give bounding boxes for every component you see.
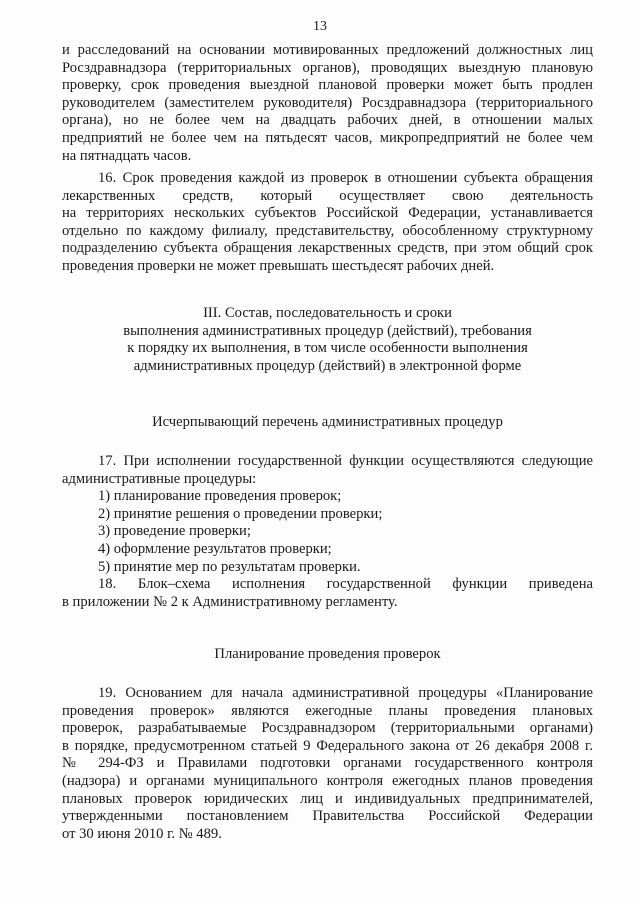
subheading-procedures-list <box>62 414 593 432</box>
text-line: проверку, срок проведения выездной плановой проверки может быть продлен <box>62 77 593 94</box>
section-heading <box>62 305 593 375</box>
text-line: лекарственных средств, который осуществляет свою деятельность <box>62 187 593 204</box>
text-line: проверок, разрабатываемые Росздравнадзором (территориальными органами) <box>62 720 593 737</box>
paragraph-19 <box>62 685 593 843</box>
text-line: 19. Основанием для начала административной процедуры «Планирование <box>98 685 593 701</box>
text-line: проведения проверки не может превышать шестьдесят рабочих дней. <box>62 257 495 274</box>
text-line: административные процедуры: <box>62 470 257 487</box>
text-line: плановых проверок юридических лиц и индивидуальных предпринимателей, <box>62 790 593 807</box>
subheading-text: Исчерпывающий перечень административных процедур <box>152 414 503 430</box>
page-number: 13 <box>313 19 327 34</box>
list-item: 2) принятие решения о проведении проверки; <box>98 505 383 522</box>
paragraph-18 <box>62 576 593 611</box>
text-line: предприятий не более чем на пятьдесят часов, микропредприятий не более чем <box>62 129 593 146</box>
text-line: на пятнадцать часов. <box>62 147 192 164</box>
heading-line: выполнения административных процедур (действий), требования <box>123 322 532 339</box>
text-line: (надзора) и органами муниципального контроля ежегодных планов проведения <box>62 772 593 789</box>
text-line: утвержденными постановлением Правительства Российской Федерации <box>62 808 593 825</box>
paragraph-continuation <box>62 42 593 165</box>
text-line: руководителем (заместителем руководителя) Росздравнадзора (территориального <box>62 94 593 111</box>
text-line: на территориях нескольких субъектов Российской Федерации, устанавливается <box>62 205 593 222</box>
text-line: 16. Срок проведения каждой из проверок в отношении субъекта обращения <box>98 170 593 186</box>
paragraph-16 <box>62 170 593 276</box>
text-line: в порядке, предусмотренном статьей 9 Федерального закона от 26 декабря 2008 г. <box>62 737 593 754</box>
text-line: 17. При исполнении государственной функции осуществляются следующие <box>98 453 593 469</box>
paragraph-17 <box>62 453 593 576</box>
list-item: 1) планирование проведения проверок; <box>98 488 342 505</box>
text-line: проведения проверок» являются ежегодные планы проведения плановых <box>62 702 593 719</box>
list-item: 3) проведение проверки; <box>98 523 251 540</box>
text-line: 18. Блок–схема исполнения государственной функции приведена <box>98 576 593 592</box>
heading-line: административных процедур (действий) в электронной форме <box>133 357 522 374</box>
subheading-planning <box>62 646 593 664</box>
heading-line: к порядку их выполнения, в том числе особенности выполнения <box>127 340 528 357</box>
text-line: в приложении № 2 к Административному регламенту. <box>62 593 398 610</box>
text-line: подразделению субъекта обращения лекарственных средств, при этом общий срок <box>62 240 593 257</box>
text-line: Росздравнадзора (территориальных органов), проводящих выездную плановую <box>62 59 593 76</box>
text-line: от 30 июня 2010 г. № 489. <box>62 825 222 842</box>
text-line: органа), но не более чем на двадцать рабочих дней, в отношении малых <box>62 112 593 129</box>
list-item: 4) оформление результатов проверки; <box>98 540 332 557</box>
text-line: № 294-ФЗ и Правилами подготовки органами государственного контроля <box>62 755 593 772</box>
list-item: 5) принятие мер по результатам проверки. <box>98 558 361 575</box>
subheading-text: Планирование проведения проверок <box>214 646 441 662</box>
text-line: отдельно по каждому филиалу, представительству, обособленному структурному <box>62 222 593 239</box>
heading-line: III. Состав, последовательность и сроки <box>203 305 452 321</box>
text-line: и расследований на основании мотивированных предложений должностных лиц <box>62 42 593 58</box>
